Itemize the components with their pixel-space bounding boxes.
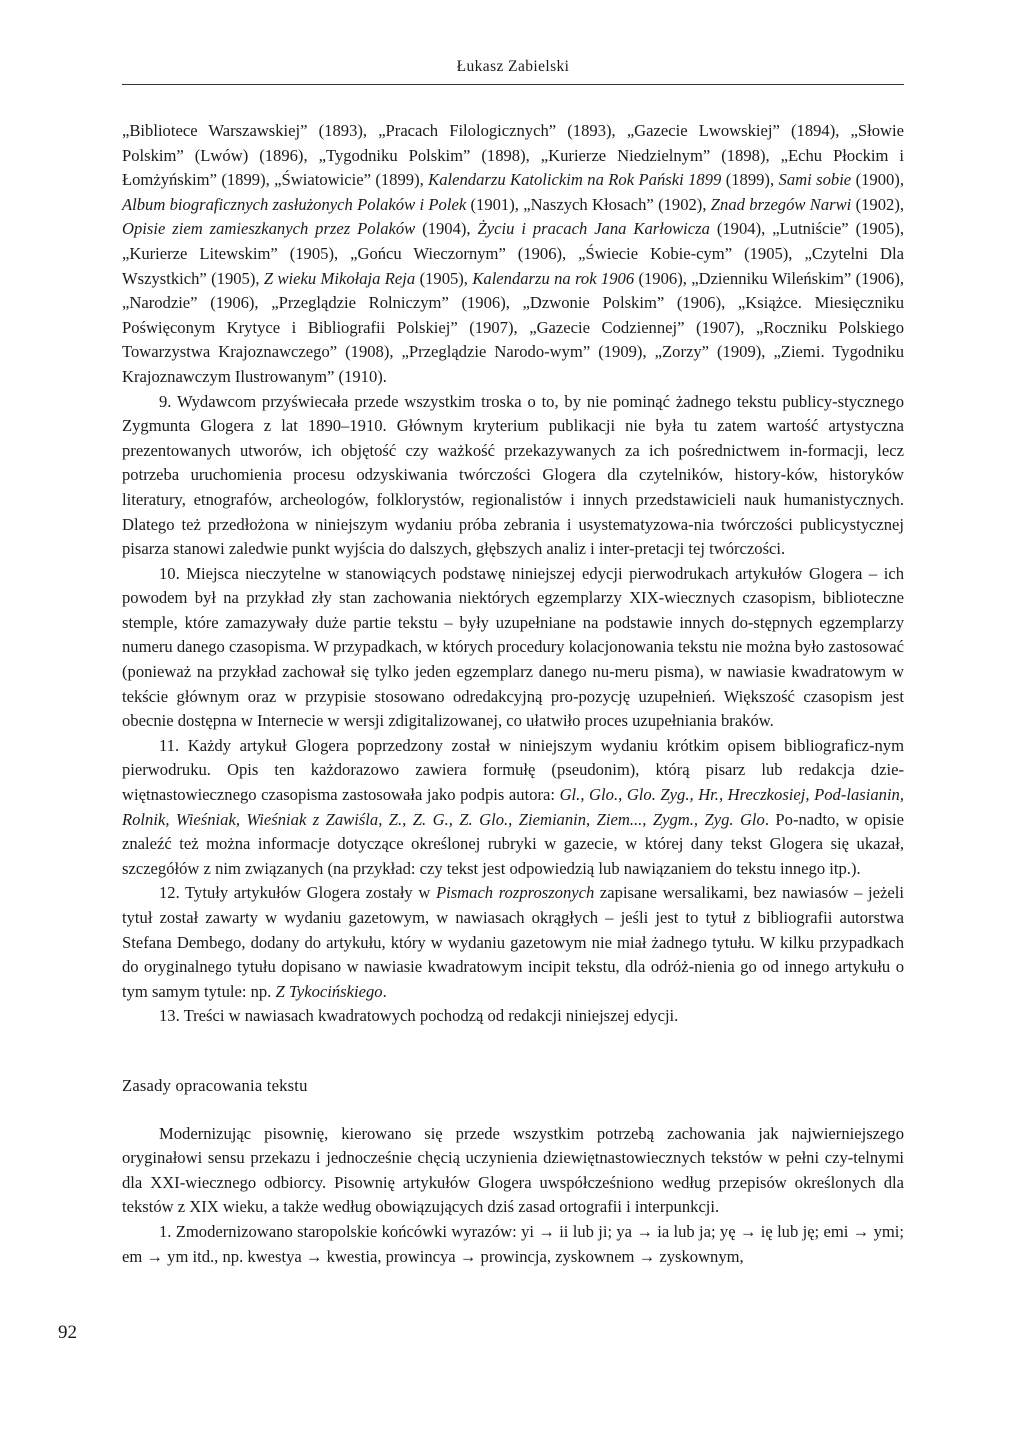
paragraph-13: 13. Treści w nawiasach kwadratowych pochodzą od redakcji niniejszej edycji. — [159, 1006, 679, 1026]
paragraph-12: 12. Tytuły artykułów Glogera zostały w Pismach rozproszonych zapisane wersalikami, bez nawiasów – jeżeli tytuł został zawarty w wydaniu gazetowym, w nawiasach okrągłych – jeśli jest to tytuł z bibliografii autorstwa Stefana Dembego, dodany do artykułu, który w wydaniu gazetowym nie miał żadnego tytułu. W kilku przypadkach do oryginalnego tytułu dopisano w nawiasie kwadratowym incipit tekstu, dla odróż-nienia go od innego artykułu o tym samym tytule: np. Z Tykocińskiego. — [122, 883, 904, 1001]
section-paragraph-1: Modernizując pisownię, kierowano się przede wszystkim potrzebą zachowania jak najwierniejszego oryginałowi sensu przekazu i jednocześnie chęcią uczynienia dziewiętnastowiecznych tekstów w pełni czy-telnymi dla XXI-wiecznego odbiorcy. Pisownię artykułów Glogera uwspółcześniono według przepisów określonych dla tekstów z XIX wieku, a także według obowiązujących dziś zasad ortografii i interpunkcji. — [122, 1123, 904, 1217]
running-head: Łukasz Zabielski — [456, 58, 570, 75]
paragraph-9: 9. Wydawcom przyświecała przede wszystkim troska o to, by nie pominąć żadnego tekstu publicy-stycznego Zygmunta Glogera z lat 1890–1910. Głównym kryterium publikacji nie była tu zatem wartość artystyczna prezentowanych utworów, ich objętość czy ważkość przekazywanych za ich pośrednictwem in-formacji, lecz potrzeba uruchomienia procesu odzyskiwania twórczości Glogera dla czytelników, history-ków, historyków literatury, etnografów, archeologów, folklorystów, regionalistów i innych przedstawicieli nauk humanistycznych. Dlatego też przedłożona w niniejszym wydaniu próba zebrania i usystematyzowa-nia twórczości publicystycznej pisarza stanowi zaledwie punkt wyjścia do dalszych, głębszych analiz i inter-pretacji tej twórczości. — [122, 391, 904, 559]
paragraph-11: 11. Każdy artykuł Glogera poprzedzony został w niniejszym wydaniu krótkim opisem bibliograficz-nym pierwodruku. Opis ten każdorazowo zawiera formułę (pseudonim), którą pisarz lub redakcja dzie-więtnastowiecznego czasopisma zastosowała jako podpis autora: Gl., Glo., Glo. Zyg., Hr., Hreczkosiej, Pod-lasianin, Rolnik, Wieśniak, Wieśniak z Zawiśla, Z., Z. G., Z. Glo., Ziemianin, Ziem..., Zygm., Zyg. Glo. Po-nadto, w opisie znaleźć też można informacje dotyczące określonej rubryki w gazecie, w której dany tekst Glogera się ukazał, szczegółów z nim związanych (na przykład: czy tekst jest odpowiedzią lub nawiązaniem do tekstu innego itp.). — [122, 735, 904, 878]
paragraph-10: 10. Miejsca nieczytelne w stanowiących podstawę niniejszej edycji pierwodrukach artykułów Glogera – ich powodem był na przykład zły stan zachowania niektórych egzemplarzy XIX-wiecznych czasopism, biblioteczne stemple, które zamazywały duże partie tekstu – były uzupełniane na podstawie innych do-stępnych egzemplarzy numeru danego czasopisma. W przypadkach, w których procedury kolacjonowania tekstu nie można było zastosować (ponieważ na przykład zachował się tylko jeden egzemplarz danego nu-meru pisma), w nawiasie kwadratowym w tekście głównym oraz w przypisie stosowano odredakcyjną pro-pozycję uzupełnień. Większość czasopism jest obecnie dostępna w Internecie w wersji zdigitalizowanej, co ułatwiło proces uzupełniania braków. — [122, 563, 904, 731]
paragraph-continuation: „Bibliotece Warszawskiej” (1893), „Pracach Filologicznych” (1893), „Gazecie Lwowskiej” (1894), „Słowie Polskim” (Lwów) (1896), „Tygodniku Polskim” (1898), „Kurierze Niedzielnym” (1898), „Echu Płockim i Łomżyńskim” (1899), „Światowicie” (1899), Kalendarzu Katolickim na Rok Pański 1899 (1899), Sami sobie (1900), Album biograficznych zasłużonych Polaków i Polek (1901), „Naszych Kłosach” (1902), Znad brzegów Narwi (1902), Opisie ziem zamieszkanych przez Polaków (1904), Życiu i pracach Jana Karłowicza (1904), „Lutniście” (1905), „Kurierze Litewskim” (1905), „Gońcu Wieczornym” (1906), „Świecie Kobie-cym” (1905), „Czytelni Dla Wszystkich” (1905), Z wieku Mikołaja Reja (1905), Kalendarzu na rok 1906 (1906), „Dzienniku Wileńskim” (1906), „Narodzie” (1906), „Przeglądzie Rolniczym” (1906), „Dzwonie Polskim” (1906), „Książce. Miesięczniku Poświęconym Krytyce i Bibliografii Polskiej” (1907), „Gazecie Codziennej” (1907), „Roczniku Polskiego Towarzystwa Krajoznawczego” (1908), „Przeglądzie Narodo-wym” (1909), „Zorzy” (1909), „Ziemi. Tygodniku Krajoznawczym Ilustrowanym” (1910). — [122, 121, 905, 386]
main-text — [122, 119, 904, 1269]
section-paragraph-2: 1. Zmodernizowano staropolskie końcówki wyrazów: yi → ii lub ji; ya → ia lub ja; yę → ię lub ję; emi → ymi; em → ym itd., np. kwestya → kwestia, prowincya → prowincja, zyskownem → zyskownym, — [122, 1221, 904, 1266]
header-rule — [122, 84, 904, 85]
section-heading: Zasady opracowania tekstu — [122, 1075, 308, 1095]
page-number: 92 — [58, 1322, 77, 1343]
